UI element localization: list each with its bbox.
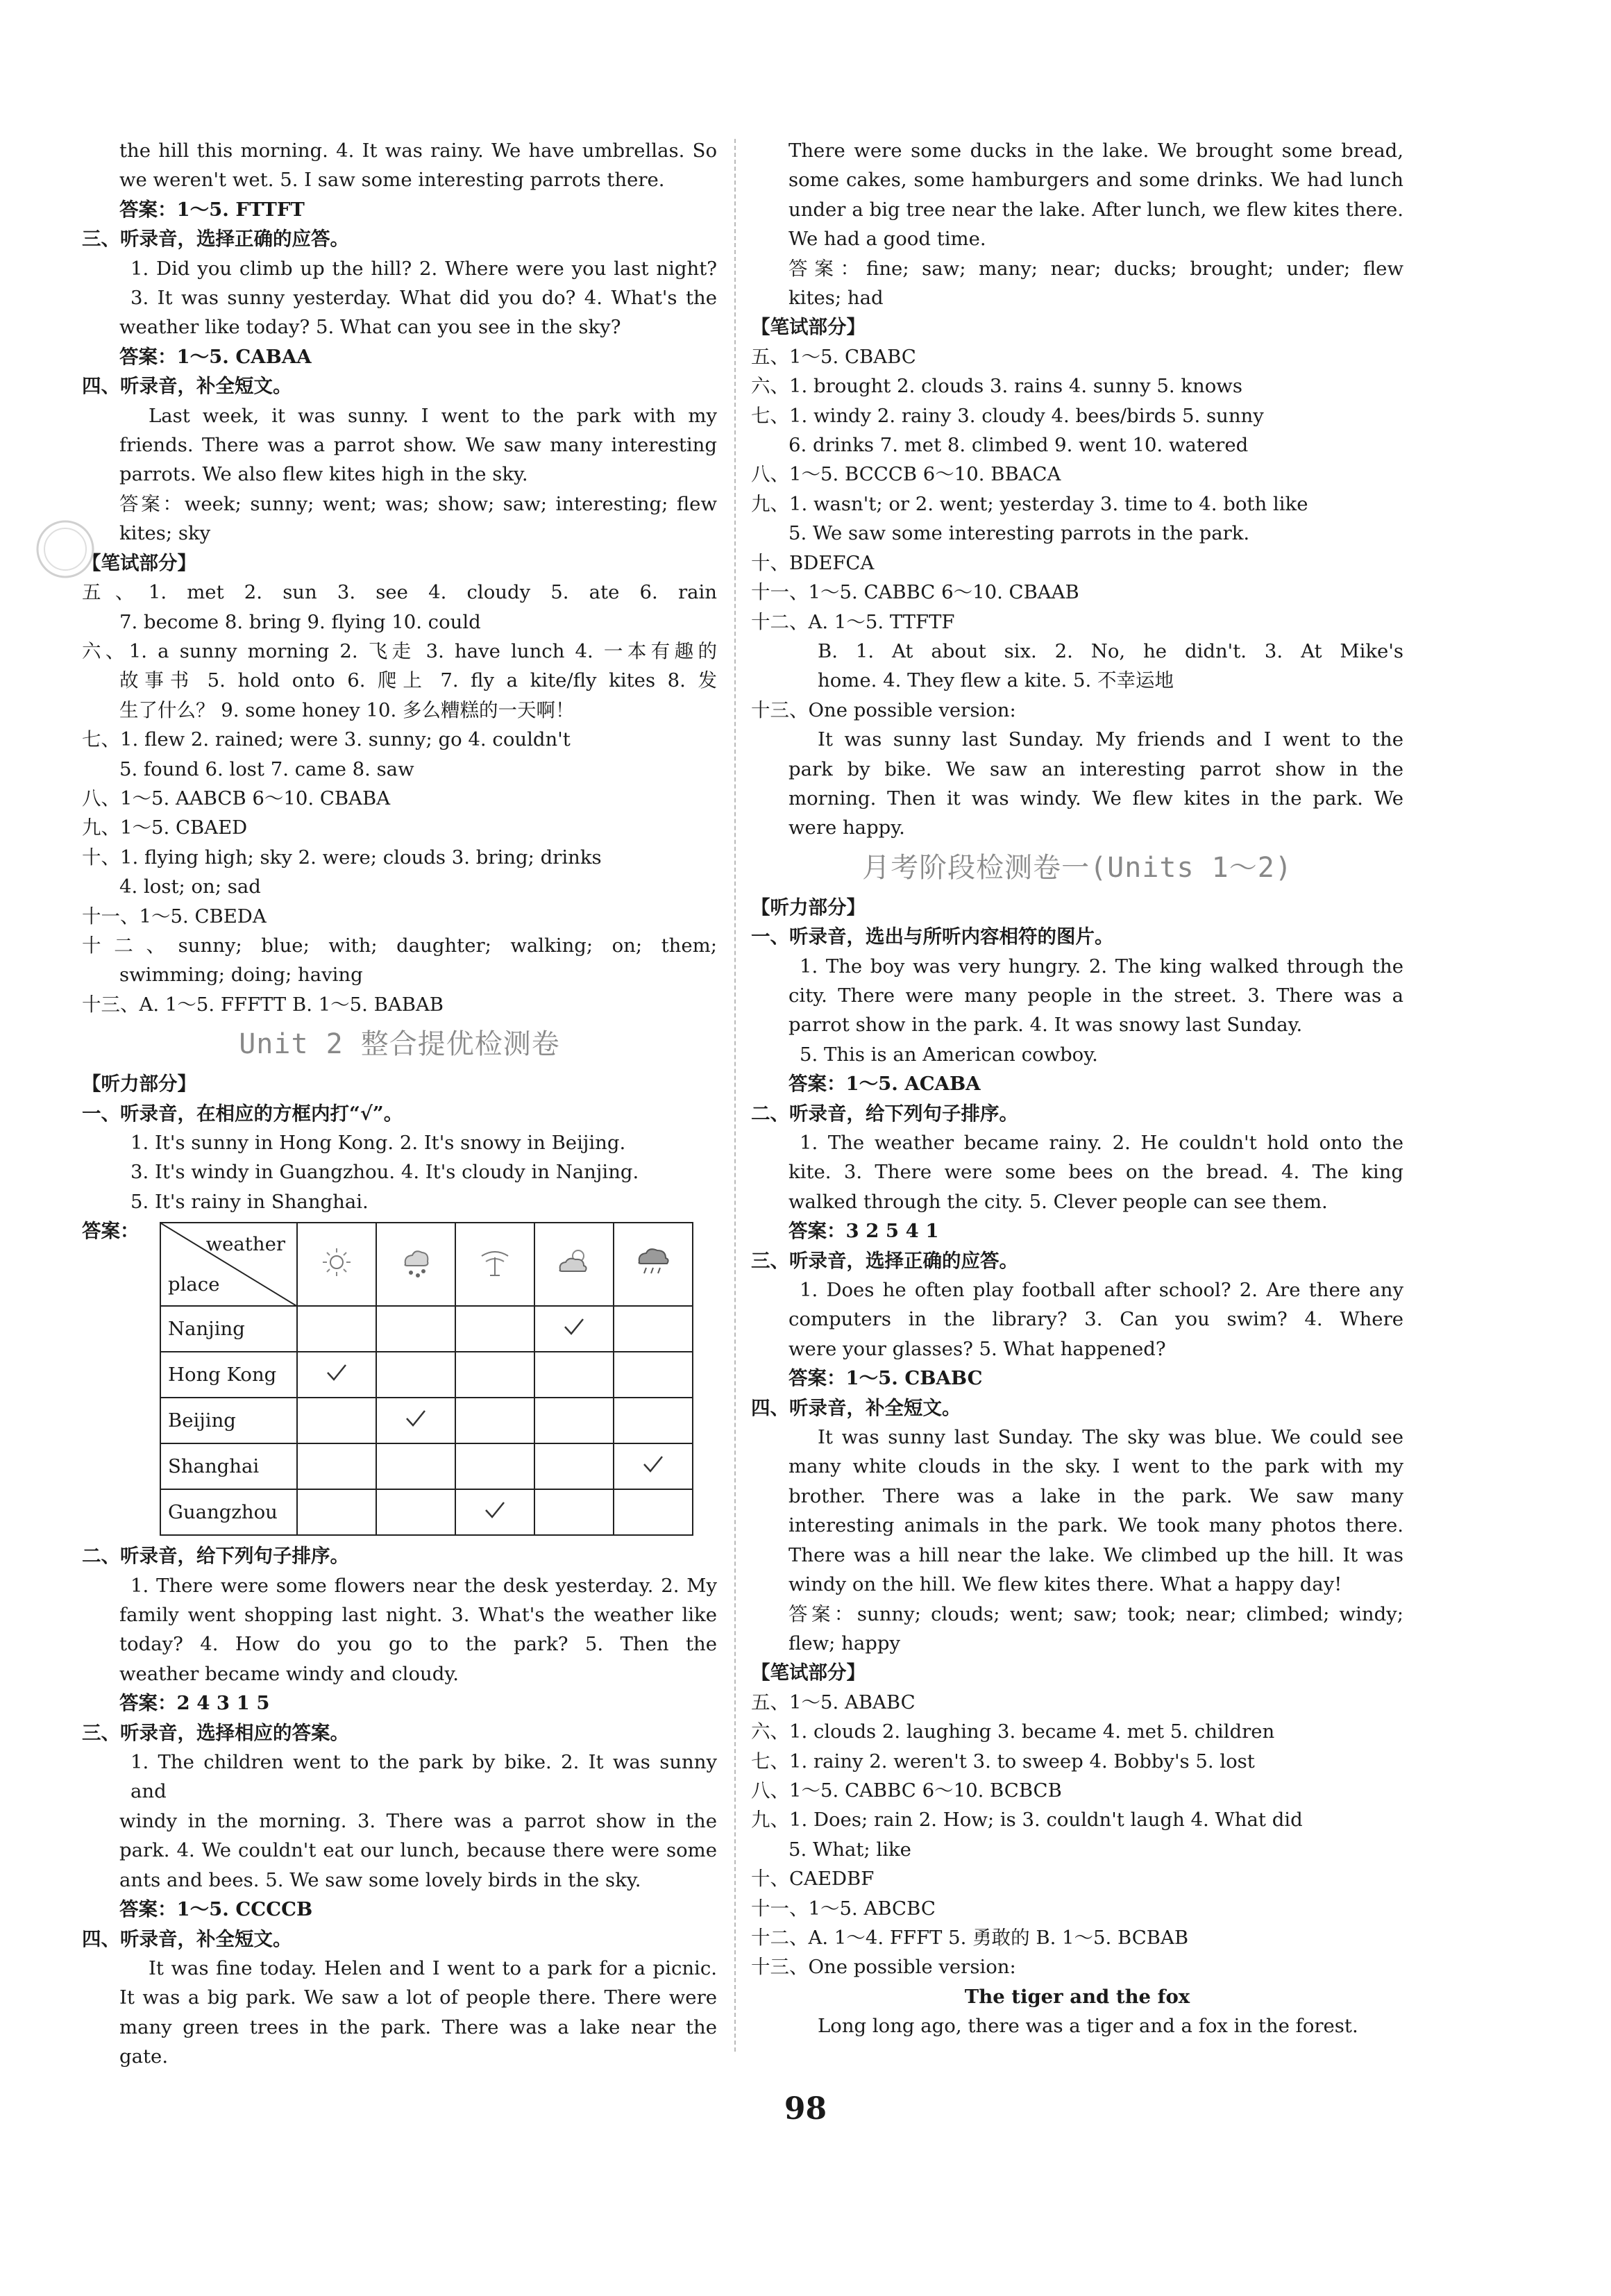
text-line: ants and bees. 5. We saw some lovely birds in the sky.: [119, 1868, 641, 1891]
text-line: weather like today? 5. What can you see in the sky?: [119, 316, 621, 339]
text-line: 七、1. rainy 2. weren't 3. to sweep 4. Bobby's 5. lost: [751, 1750, 1255, 1773]
table-row: [160, 1489, 693, 1535]
text-line: 四、听录音，补全短文。: [82, 375, 292, 398]
text-line: 答案：1～5. CCCCB: [119, 1898, 313, 1921]
text-line: 七、1. windy 2. rainy 3. cloudy 4. bees/birds 5. sunny: [751, 404, 1264, 427]
text-line: kite. 3. There were some bees on the bread. 4. The king: [788, 1161, 1403, 1184]
text-line: computers in the library? 3. Can you swim? 4. Where: [788, 1308, 1403, 1331]
text-line: 七、1. flew 2. rained; were 3. sunny; go 4. couldn't: [82, 728, 571, 751]
answer-table-row: [82, 1216, 717, 1541]
text-line: Last week, it was sunny. I went to the park with my: [149, 404, 717, 427]
empty-cell[interactable]: [614, 1398, 693, 1443]
empty-cell[interactable]: [534, 1398, 614, 1443]
text-line: 5. This is an American cowboy.: [800, 1043, 1098, 1066]
text-line: 1. The children went to the park by bike. 2. It was sunny and: [130, 1751, 717, 1803]
text-line: 答案：2 4 3 1 5: [119, 1692, 270, 1715]
stamp-seal-icon: [33, 517, 97, 581]
text-line: 1. It's sunny in Hong Kong. 2. It's snowy in Beijing.: [130, 1132, 626, 1154]
text-line: many white clouds in the sky. I went to the park with my: [788, 1455, 1403, 1478]
right-column: [751, 136, 1403, 2041]
text-line: 五、1. met 2. sun 3. see 4. cloudy 5. ate 6. rain: [82, 581, 717, 604]
text-line: 二、听录音，给下列句子排序。: [751, 1102, 1018, 1125]
empty-cell[interactable]: [297, 1443, 376, 1489]
listening-part-label: 【听力部分】: [82, 1073, 196, 1096]
text-line: We had a good time.: [788, 228, 986, 251]
empty-cell[interactable]: [614, 1489, 693, 1535]
text-line: 十一、1～5. CABBC 6～10. CBAAB: [751, 581, 1079, 604]
table-row: [160, 1352, 693, 1398]
text-line: 3. It was sunny yesterday. What did you do? 4. What's the: [130, 287, 717, 310]
text-line: city. There were many people in the street. 3. There was a: [788, 984, 1403, 1007]
text-line: swimming; doing; having: [119, 964, 363, 987]
text-line: 5. We saw some interesting parrots in the park.: [788, 522, 1250, 545]
text-line: windy in the morning. 3. There was a parrot show in the: [119, 1809, 717, 1832]
unit2-after-table-block: [82, 1541, 717, 2071]
text-line: 九、1～5. CBAED: [82, 816, 248, 839]
text-line: 十三、A. 1～5. FFFTT B. 1～5. BABAB: [82, 993, 444, 1016]
rainy-icon: [614, 1223, 693, 1306]
text-line: It was a big park. We saw a lot of people there. There were: [119, 1986, 717, 2009]
table-row: [160, 1398, 693, 1443]
text-line: Long long ago, there was a tiger and a fox in the forest.: [818, 2015, 1358, 2038]
text-line: 五、1～5. ABABC: [751, 1691, 916, 1713]
text-line: interesting animals in the park. We took many photos there.: [788, 1514, 1403, 1537]
text-line: were happy.: [788, 816, 905, 839]
text-line: 十三、One possible version:: [751, 698, 1016, 721]
text-line: the hill this morning. 4. It was rainy. We have umbrellas. So: [119, 140, 717, 162]
text-line: 三、听录音，选择正确的应答。: [751, 1249, 1018, 1272]
text-line: park. 4. We couldn't eat our lunch, because there were some: [119, 1839, 717, 1862]
left-column: [82, 136, 717, 2072]
text-line: 二、听录音，给下列句子排序。: [82, 1545, 349, 1568]
empty-cell[interactable]: [376, 1306, 455, 1352]
check-mark-icon: [562, 1316, 586, 1337]
empty-cell[interactable]: [455, 1398, 534, 1443]
text-line: flew; happy: [788, 1632, 901, 1654]
table-row: [160, 1306, 693, 1352]
empty-cell[interactable]: [297, 1489, 376, 1535]
empty-cell[interactable]: [376, 1352, 455, 1398]
place-cell: Nanjing: [160, 1306, 297, 1352]
place-cell: Beijing: [160, 1398, 297, 1443]
text-line: 7. become 8. bring 9. flying 10. could: [119, 610, 481, 633]
place-cell: Hong Kong: [160, 1352, 297, 1398]
text-line: 十二、A. 1～4. FFFT 5. 勇敢的 B. 1～5. BCBAB: [751, 1926, 1189, 1949]
text-line: 5. What; like: [788, 1838, 911, 1861]
unit2-q1-block: [82, 1128, 717, 1216]
table-row: [160, 1443, 693, 1489]
text-line: 5. found 6. lost 7. came 8. saw: [119, 757, 414, 780]
check-mark-icon: [404, 1408, 428, 1429]
column-divider: [734, 139, 736, 2052]
text-line: It was fine today. Helen and I went to a park for a picnic.: [149, 1956, 717, 1979]
text-line: The tiger and the fox: [964, 1985, 1190, 2008]
text-line: 【听力部分】: [751, 896, 866, 919]
empty-cell[interactable]: [534, 1489, 614, 1535]
text-line: It was sunny last Sunday. The sky was blue. We could see: [818, 1426, 1403, 1449]
windy-icon: [455, 1223, 534, 1306]
text-line: 生了什么？ 9. some honey 10. 多么糟糕的一天啊！: [119, 698, 575, 721]
text-line: 答案：3 2 5 4 1: [788, 1220, 939, 1243]
text-line: 3. It's windy in Guangzhou. 4. It's cloudy in Nanjing.: [130, 1161, 639, 1184]
text-line: 1. The weather became rainy. 2. He couldn't hold onto the: [800, 1132, 1403, 1154]
sunny-icon: [297, 1223, 376, 1306]
text-line: 四、听录音，补全短文。: [82, 1927, 292, 1950]
empty-cell[interactable]: [455, 1352, 534, 1398]
empty-cell[interactable]: [455, 1443, 534, 1489]
header-place: place: [168, 1273, 220, 1296]
text-line: 1. Did you climb up the hill? 2. Where were you last night?: [130, 257, 717, 280]
text-line: B. 1. At about six. 2. No, he didn't. 3. At Mike's: [818, 639, 1403, 662]
empty-cell[interactable]: [297, 1306, 376, 1352]
weather-table-body: [160, 1306, 693, 1535]
text-line: some cakes, some hamburgers and some drinks. We had lunch: [788, 169, 1403, 192]
check-mark-icon: [641, 1454, 665, 1475]
text-line: weather became windy and cloudy.: [119, 1662, 459, 1685]
text-line: 十、1. flying high; sky 2. were; clouds 3. bring; drinks: [82, 846, 602, 869]
text-line: 答案：1～5. ACABA: [788, 1073, 981, 1096]
text-line: It was sunny last Sunday. My friends and I went to the: [818, 728, 1403, 751]
snowy-icon: [376, 1223, 455, 1306]
text-line: morning. Then it was windy. We flew kites in the park. We: [788, 787, 1403, 810]
text-line: 八、1～5. AABCB 6～10. CBABA: [82, 787, 391, 810]
text-line: 答案：sunny; clouds; went; saw; took; near; climbed; windy;: [788, 1602, 1403, 1625]
empty-cell[interactable]: [376, 1443, 455, 1489]
text-line: windy on the hill. We flew kites there. What a happy day!: [788, 1573, 1342, 1596]
right-answer-block: [751, 136, 1403, 843]
text-line: brother. There was a lake in the park. We saw many: [788, 1484, 1403, 1507]
empty-cell[interactable]: [376, 1489, 455, 1535]
text-line: 九、1. Does; rain 2. How; is 3. couldn't laugh 4. What did: [751, 1809, 1303, 1832]
text-line: 故事书 5. hold onto 6. 爬上 7. fly a kite/fly kites 8. 发: [119, 669, 717, 692]
text-line: 十、BDEFCA: [751, 551, 875, 574]
text-line: parrot show in the park. 4. It was snowy last Sunday.: [788, 1014, 1303, 1037]
text-line: 六、1. clouds 2. laughing 3. became 4. met 5. children: [751, 1720, 1275, 1743]
text-line: 九、1. wasn't; or 2. went; yesterday 3. time to 4. both like: [751, 492, 1308, 515]
text-line: 【笔试部分】: [751, 316, 866, 339]
text-line: 十三、One possible version:: [751, 1956, 1016, 1979]
text-line: today? 4. How do you go to the park? 5. Then the: [119, 1633, 717, 1656]
text-line: 六、1. brought 2. clouds 3. rains 4. sunny 5. knows: [751, 375, 1242, 398]
monthly-test-block: [751, 893, 1403, 2041]
text-line: 答案：1～5. CABAA: [119, 345, 312, 368]
empty-cell[interactable]: [614, 1352, 693, 1398]
text-line: we weren't wet. 5. I saw some interesting parrots there.: [119, 169, 665, 192]
unit2-title: Unit 2 整合提优检测卷: [239, 1028, 560, 1061]
text-line: 十二、A. 1～5. TTFTF: [751, 610, 955, 633]
text-line: 答案：1～5. FTTFT: [119, 198, 305, 221]
weather-table: [160, 1222, 693, 1536]
check-mark-cell[interactable]: [297, 1352, 376, 1398]
text-line: 三、听录音，选择相应的答案。: [82, 1721, 349, 1744]
text-line: 十一、1～5. ABCBC: [751, 1897, 936, 1920]
answer-label: 答案：: [82, 1220, 140, 1243]
place-cell: Shanghai: [160, 1443, 297, 1489]
text-line: 十一、1～5. CBEDA: [82, 905, 267, 928]
text-line: were your glasses? 5. What happened?: [788, 1337, 1166, 1360]
text-line: home. 4. They flew a kite. 5. 不幸运地: [818, 669, 1174, 692]
text-line: 答案：week; sunny; went; was; show; saw; interesting; flew: [119, 492, 717, 515]
check-mark-cell[interactable]: [455, 1489, 534, 1535]
text-line: 四、听录音，补全短文。: [751, 1396, 961, 1419]
header-weather: weather: [205, 1233, 285, 1256]
cloudy-icon: [534, 1223, 614, 1306]
text-line: 一、听录音，选出与所听内容相符的图片。: [751, 925, 1114, 948]
text-line: kites; had: [788, 287, 884, 310]
text-line: family went shopping last night. 3. What's the weather like: [119, 1604, 717, 1627]
text-line: There were some ducks in the lake. We brought some bread,: [788, 140, 1403, 162]
text-line: many green trees in the park. There was a lake near the gate.: [119, 2016, 717, 2068]
unit2-q1-title: 一、听录音，在相应的方框内打“√”。: [82, 1102, 403, 1125]
empty-cell[interactable]: [614, 1306, 693, 1352]
text-line: 5. It's rainy in Shanghai.: [130, 1190, 369, 1213]
text-line: park by bike. We saw an interesting parrot show in the: [788, 757, 1403, 780]
empty-cell[interactable]: [455, 1306, 534, 1352]
text-line: 【笔试部分】: [751, 1661, 866, 1684]
text-line: under a big tree near the lake. After lunch, we flew kites there.: [788, 198, 1403, 221]
text-line: 三、听录音，选择正确的应答。: [82, 228, 349, 251]
text-line: 十、CAEDBF: [751, 1868, 875, 1891]
text-line: friends. There was a parrot show. We saw many interesting: [119, 434, 717, 457]
text-line: parrots. We also flew kites high in the sky.: [119, 463, 528, 486]
place-cell: Guangzhou: [160, 1489, 297, 1535]
table-corner-cell: [160, 1223, 297, 1306]
text-line: 4. lost; on; sad: [119, 875, 261, 898]
text-line: walked through the city. 5. Clever people can see them.: [788, 1190, 1328, 1213]
check-mark-cell[interactable]: [534, 1306, 614, 1352]
empty-cell[interactable]: [534, 1443, 614, 1489]
empty-cell[interactable]: [534, 1352, 614, 1398]
monthly-test-title: 月考阶段检测卷一(Units 1～2): [862, 851, 1292, 884]
left-answer-block: [82, 136, 717, 1019]
text-line: 1. There were some flowers near the desk yesterday. 2. My: [130, 1574, 717, 1597]
text-line: 1. Does he often play football after school? 2. Are there any: [800, 1279, 1403, 1302]
text-line: There was a hill near the lake. We climbed up the hill. It was: [788, 1543, 1403, 1566]
text-line: 6. drinks 7. met 8. climbed 9. went 10. watered: [788, 434, 1249, 457]
empty-cell[interactable]: [297, 1398, 376, 1443]
text-line: kites; sky: [119, 522, 211, 545]
text-line: 五、1～5. CBABC: [751, 345, 916, 368]
text-line: 【笔试部分】: [82, 551, 196, 574]
text-line: 六、1. a sunny morning 2. 飞走 3. have lunch 4. 一本有趣的: [82, 639, 717, 662]
check-mark-cell[interactable]: [614, 1443, 693, 1489]
text-line: 1. The boy was very hungry. 2. The king walked through the: [800, 955, 1403, 978]
text-line: 十二、sunny; blue; with; daughter; walking; on; them;: [82, 934, 717, 957]
page-number: 98: [784, 2091, 827, 2127]
text-line: 答案：1～5. CBABC: [788, 1367, 983, 1390]
text-line: 八、1～5. CABBC 6～10. BCBCB: [751, 1779, 1062, 1802]
check-mark-icon: [325, 1362, 348, 1383]
text-line: 八、1～5. BCCCB 6～10. BBACA: [751, 463, 1061, 486]
check-mark-cell[interactable]: [376, 1398, 455, 1443]
check-mark-icon: [483, 1500, 507, 1520]
text-line: 答案：fine; saw; many; near; ducks; brought; under; flew: [788, 257, 1403, 280]
